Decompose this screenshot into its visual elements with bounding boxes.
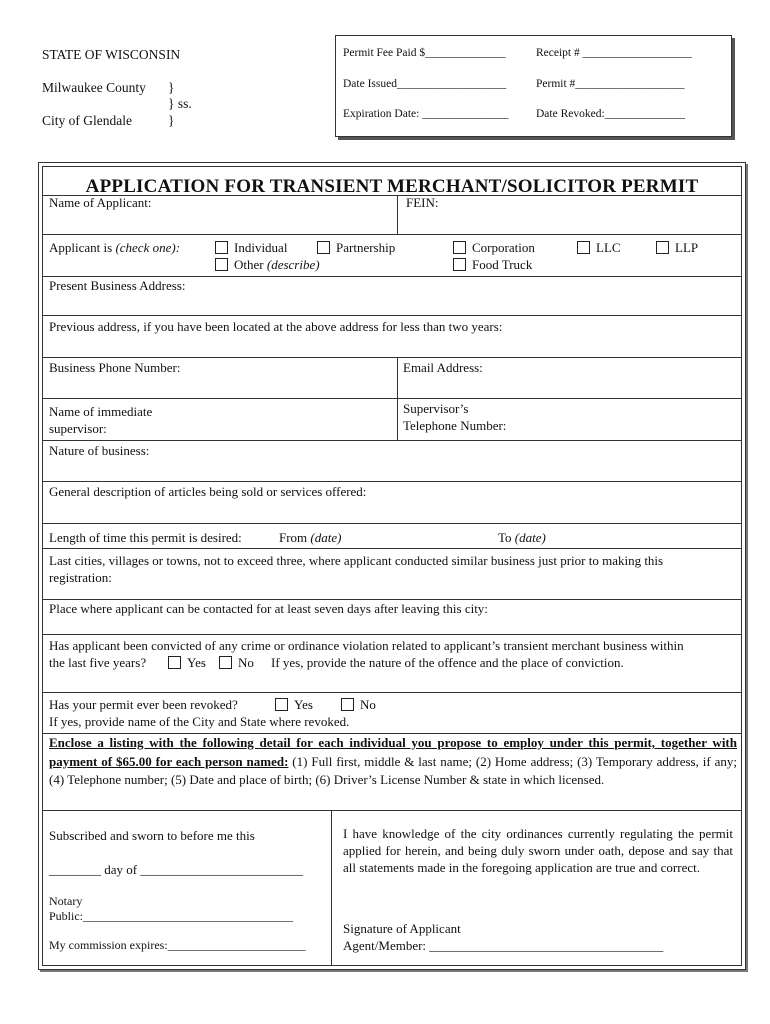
revoked-no[interactable]: No [341,697,376,713]
notary-label-1: Notary [49,894,83,908]
convicted-label-1: Has applicant been convicted of any crime or ordinance violation related to applicant’s transient merchant business within [49,638,684,653]
to-date-label: To (date) [498,530,546,545]
fein-label: FEIN: [406,195,439,210]
checkbox-icon[interactable] [317,241,330,254]
signature-field[interactable]: Agent/Member: ____________________________________ [343,938,664,953]
length-label: Length of time this permit is desired: [49,530,242,545]
option-other[interactable]: Other (describe) [215,257,320,273]
option-corporation[interactable]: Corporation [453,240,535,256]
nature-of-business-label: Nature of business: [49,443,150,458]
convicted-yes[interactable]: Yes [168,655,206,671]
convicted-label-2: the last five years? [49,655,147,670]
revoked-label-1: Has your permit ever been revoked? [49,697,238,712]
checkbox-icon[interactable] [341,698,354,711]
brace-1: } [168,80,175,95]
brace-2: } ss. [168,96,192,111]
option-partnership[interactable]: Partnership [317,240,395,256]
checkbox-icon[interactable] [656,241,669,254]
expiration-date-field[interactable]: Expiration Date: _______________ [343,108,509,120]
office-use-box [335,35,732,137]
checkbox-icon[interactable] [275,698,288,711]
application-form [38,162,746,970]
signature-label-1: Signature of Applicant [343,921,461,936]
checkbox-icon[interactable] [168,656,181,669]
last-cities-label-1: Last cities, villages or towns, not to exceed three, where applicant conducted similar business just prior to making this [49,553,664,568]
previous-address-label: Previous address, if you have been located at the above address for less than two years: [49,319,503,334]
supervisor-phone-label-1: Supervisor’s [403,401,469,416]
applicant-type-label: Applicant is (check one): [49,240,181,255]
notary-public-field[interactable]: Public:___________________________________ [49,909,294,923]
knowledge-oath-text: I have knowledge of the city ordinances currently regulating the permit applied for herein, and being duly sworn under oath, depose and say that all statements made in the foregoing application are true and correct. [343,826,733,875]
option-individual[interactable]: Individual [215,240,287,256]
email-label: Email Address: [403,360,483,375]
option-llp[interactable]: LLP [656,240,698,256]
date-issued-field[interactable]: Date Issued___________________ [343,78,507,90]
from-date-label: From (date) [279,530,342,545]
city-label: City of Glendale [42,113,132,128]
supervisor-name-label-2: supervisor: [49,421,107,436]
subscribed-label: Subscribed and sworn to before me this [49,828,255,843]
option-food-truck[interactable]: Food Truck [453,257,532,273]
name-of-applicant-label: Name of Applicant: [49,195,152,210]
permit-number-field[interactable]: Permit #___________________ [536,78,685,90]
county-label: Milwaukee County [42,80,146,95]
articles-label: General description of articles being sold or services offered: [49,484,367,499]
last-cities-label-2: registration: [49,570,112,585]
day-of-field[interactable]: ________ day of _________________________ [49,862,303,877]
supervisor-name-label-1: Name of immediate [49,404,153,419]
date-revoked-field[interactable]: Date Revoked:______________ [536,108,686,120]
contact-place-label: Place where applicant can be contacted for at least seven days after leaving this city: [49,601,488,616]
revoked-label-2: If yes, provide name of the City and State where revoked. [49,714,350,729]
commission-expires-field[interactable]: My commission expires:_______________________ [49,938,306,952]
permit-fee-field[interactable]: Permit Fee Paid $______________ [343,47,506,59]
form-title: APPLICATION FOR TRANSIENT MERCHANT/SOLICITOR PERMIT [85,176,699,197]
enclose-listing-text: Enclose a listing with the following detail for each individual you propose to employ under this permit, together with payment of $65.00 for each person named: (1) Full first, middle & last name; (2) Home address; (3) Temporary address, if any; (4) Telephone number; (5) Date and place of birth; (6) Driver’s License Number & state in which licensed. [49,735,737,787]
option-llc[interactable]: LLC [577,240,621,256]
business-phone-label: Business Phone Number: [49,360,181,375]
state-label: STATE OF WISCONSIN [42,47,181,62]
present-address-label: Present Business Address: [49,278,186,293]
receipt-field[interactable]: Receipt # ___________________ [536,47,692,59]
checkbox-icon[interactable] [215,258,228,271]
checkbox-icon[interactable] [215,241,228,254]
checkbox-icon[interactable] [453,258,466,271]
supervisor-phone-label-2: Telephone Number: [403,418,507,433]
convicted-no[interactable]: No [219,655,254,671]
checkbox-icon[interactable] [577,241,590,254]
revoked-yes[interactable]: Yes [275,697,313,713]
brace-3: } [168,113,175,128]
convicted-label-3: If yes, provide the nature of the offence and the place of conviction. [271,655,624,670]
checkbox-icon[interactable] [453,241,466,254]
checkbox-icon[interactable] [219,656,232,669]
